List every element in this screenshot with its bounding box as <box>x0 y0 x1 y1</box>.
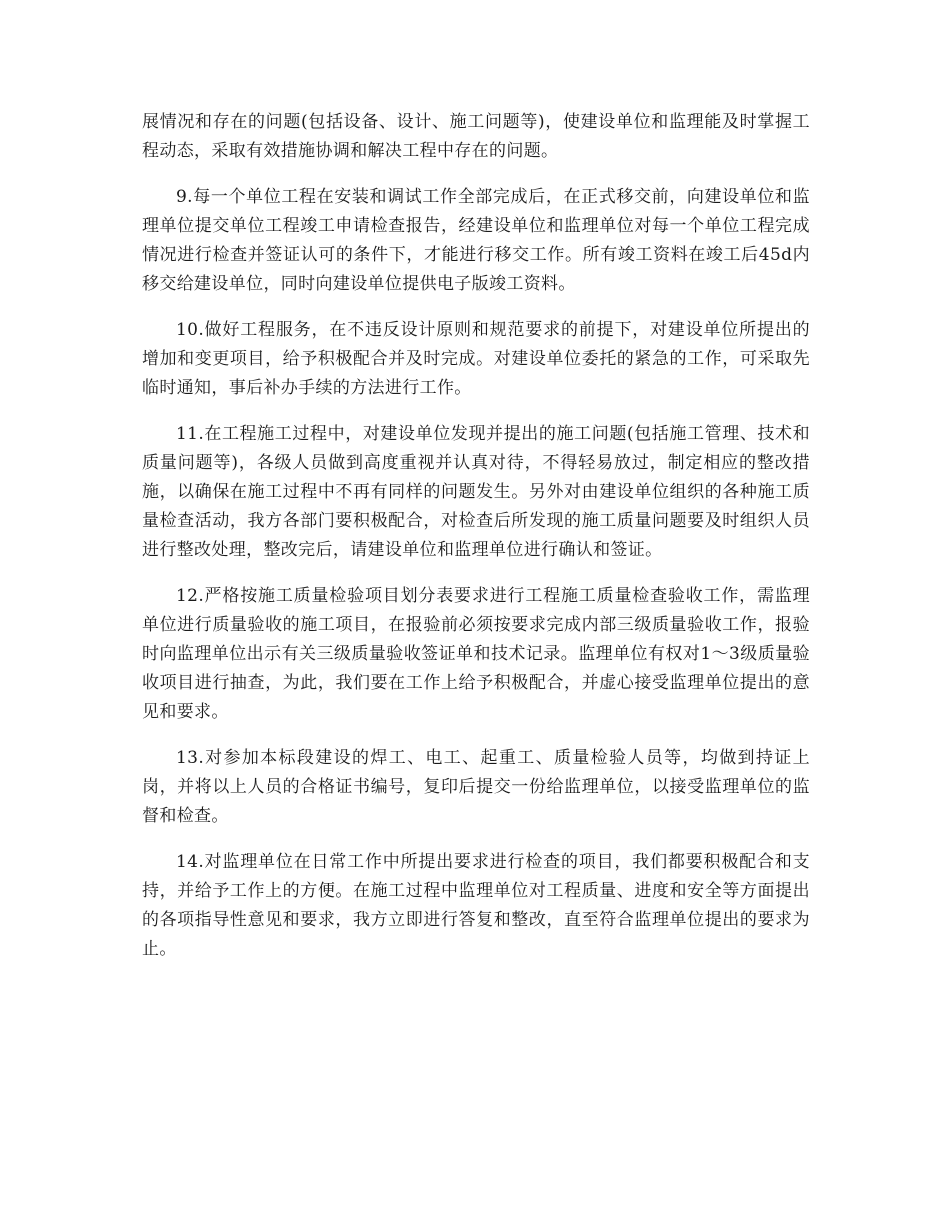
document-body <box>142 108 810 981</box>
paragraph-item-11: 11.在工程施工过程中，对建设单位发现并提出的施工问题(包括施工管理、技术和质量问题等)，各级人员做到高度重视并认真对待，不得轻易放过，制定相应的整改措施，以确保在施工过程中不再有同样的问题发生。另外对由建设单位组织的各种施工质量检查活动，我方各部门要积极配合，对检查后所发现的施工质量问题要及时组织人员进行整改处理，整改完后，请建设单位和监理单位进行确认和签证。 <box>142 424 810 560</box>
paragraph-item-13: 13.对参加本标段建设的焊工、电工、起重工、质量检验人员等，均做到持证上岗，并将以上人员的合格证书编号，复印后提交一份给监理单位，以接受监理单位的监督和检查。 <box>142 748 810 826</box>
paragraph-item-10: 10.做好工程服务，在不违反设计原则和规范要求的前提下，对建设单位所提出的增加和变更项目，给予积极配合并及时完成。对建设单位委托的紧急的工作，可采取先临时通知，事后补办手续的方法进行工作。 <box>142 320 810 398</box>
paragraph-item-14: 14.对监理单位在日常工作中所提出要求进行检查的项目，我们都要积极配合和支持，并给予工作上的方便。在施工过程中监理单位对工程质量、进度和安全等方面提出的各项指导性意见和要求，我方立即进行答复和整改，直至符合监理单位提出的要求为止。 <box>142 852 810 959</box>
paragraph-item-12: 12.严格按施工质量检验项目划分表要求进行工程施工质量检查验收工作，需监理单位进行质量验收的施工项目，在报验前必须按要求完成内部三级质量验收工作，报验时向监理单位出示有关三级质量验收签证单和技术记录。监理单位有权对1～3级质量验收项目进行抽查，为此，我们要在工作上给予积极配合，并虚心接受监理单位提出的意见和要求。 <box>142 586 810 722</box>
paragraph-item-9: 9.每一个单位工程在安装和调试工作全部完成后，在正式移交前，向建设单位和监理单位提交单位工程竣工申请检查报告，经建设单位和监理单位对每一个单位工程完成情况进行检查并签证认可的条件下，才能进行移交工作。所有竣工资料在竣工后45d内移交给建设单位，同时向建设单位提供电子版竣工资料。 <box>142 187 810 294</box>
paragraph-continued: 展情况和存在的问题(包括设备、设计、施工问题等)，使建设单位和监理能及时掌握工程动态，采取有效措施协调和解决工程中存在的问题。 <box>142 112 810 161</box>
